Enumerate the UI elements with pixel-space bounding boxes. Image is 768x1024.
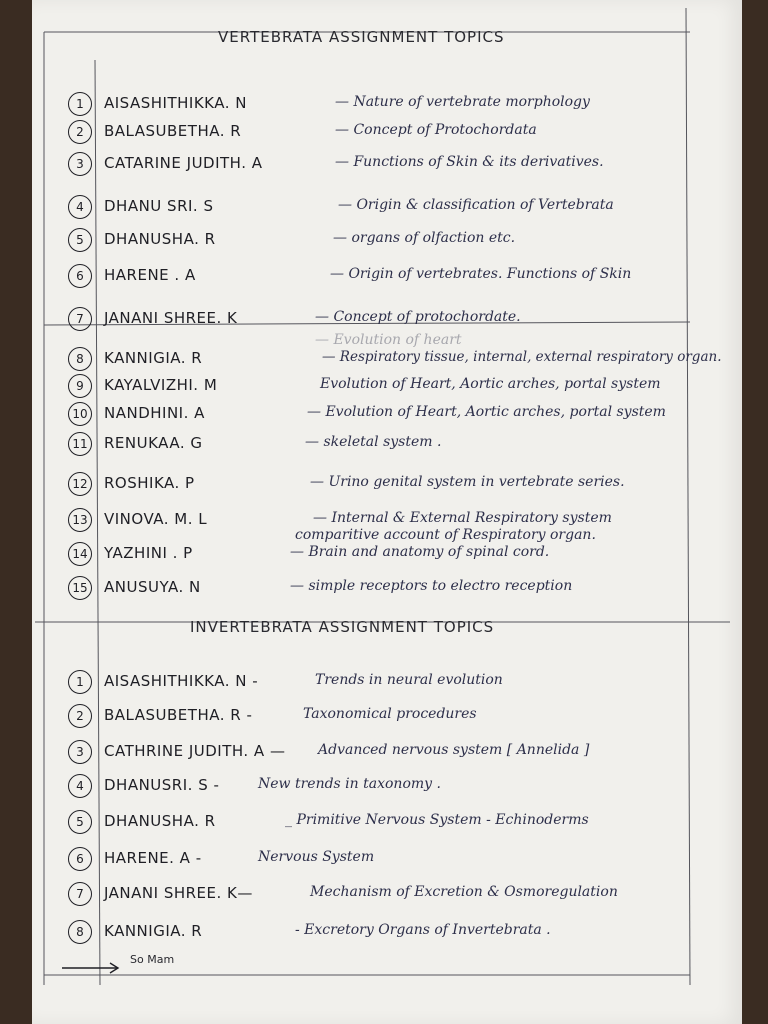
invertebrata-topic: Advanced nervous system [ Annelida ]: [318, 742, 590, 758]
vertebrata-student-name: ROSHIKA. P: [104, 474, 195, 492]
vertebrata-row: [0, 345, 768, 375]
vertebrata-row: [0, 372, 768, 402]
vertebrata-row: [0, 118, 768, 148]
vertebrata-row: [0, 574, 768, 604]
invertebrata-student-name: KANNIGIA. R: [104, 922, 203, 940]
vertebrata-row-number: 4: [68, 195, 92, 219]
vertebrata-row: [0, 262, 768, 292]
invertebrata-row: [0, 772, 768, 802]
vertebrata-topic: — Concept of protochordate.: [315, 309, 521, 325]
footnote: So Mam: [130, 953, 175, 966]
invertebrata-row-number: 3: [68, 740, 92, 764]
invertebrata-student-name: HARENE. A -: [104, 849, 202, 867]
vertebrata-row-number: 5: [68, 228, 92, 252]
invertebrata-topic: Nervous System: [258, 849, 375, 865]
vertebrata-student-name: BALASUBETHA. R: [104, 122, 242, 140]
invertebrata-topic: Mechanism of Excretion & Osmoregulation: [310, 884, 618, 900]
invertebrata-student-name: DHANUSHA. R: [104, 812, 216, 830]
vertebrata-row-number: 7: [68, 307, 92, 331]
invertebrata-topic: - Excretory Organs of Invertebrata .: [295, 922, 551, 938]
vertebrata-topic: — Origin & classification of Vertebrata: [338, 197, 614, 213]
vertebrata-topic: — Brain and anatomy of spinal cord.: [290, 544, 550, 560]
vertebrata-topic: — Functions of Skin & its derivatives.: [335, 154, 604, 170]
invertebrata-student-name: DHANUSRI. S -: [104, 776, 220, 794]
vertebrata-row-number: 1: [68, 92, 92, 116]
vertebrata-topic: — Nature of vertebrate morphology: [335, 94, 590, 110]
vertebrata-topic: — Evolution of heart: [315, 332, 462, 348]
invertebrata-student-name: CATHRINE JUDITH. A —: [104, 742, 286, 760]
vertebrata-row-number: 13: [68, 508, 92, 532]
vertebrata-row-number: 10: [68, 402, 92, 426]
vertebrata-topic: — skeletal system .: [305, 434, 442, 450]
vertebrata-row: [0, 430, 768, 460]
vertebrata-topic: — Evolution of Heart, Aortic arches, portal system: [307, 404, 666, 420]
vertebrata-student-name: DHANU SRI. S: [104, 197, 214, 215]
vertebrata-row-number: 6: [68, 264, 92, 288]
invertebrata-topic: _ Primitive Nervous System - Echinoderms: [285, 812, 589, 828]
vertebrata-student-name: JANANI SHREE. K: [104, 309, 238, 327]
invertebrata-row-number: 6: [68, 847, 92, 871]
vertebrata-row: [0, 400, 768, 430]
invertebrata-topic: New trends in taxonomy .: [258, 776, 441, 792]
vertebrata-student-name: DHANUSHA. R: [104, 230, 216, 248]
invertebrata-row: [0, 808, 768, 838]
vertebrata-row-number: 11: [68, 432, 92, 456]
vertebrata-student-name: RENUKAA. G: [104, 434, 203, 452]
vertebrata-student-name: YAZHINI . P: [104, 544, 193, 562]
vertebrata-title: VERTEBRATA ASSIGNMENT TOPICS: [218, 28, 505, 46]
vertebrata-row-number: 9: [68, 374, 92, 398]
invertebrata-row-number: 7: [68, 882, 92, 906]
invertebrata-row: [0, 668, 768, 698]
invertebrata-row: [0, 880, 768, 910]
invertebrata-row-number: 2: [68, 704, 92, 728]
vertebrata-row-number: 15: [68, 576, 92, 600]
vertebrata-row: [0, 226, 768, 256]
invertebrata-row-number: 5: [68, 810, 92, 834]
invertebrata-row-number: 8: [68, 920, 92, 944]
vertebrata-row: [0, 150, 768, 180]
vertebrata-topic: — Urino genital system in vertebrate series.: [310, 474, 625, 490]
invertebrata-row: [0, 738, 768, 768]
vertebrata-topic: Evolution of Heart, Aortic arches, portal system: [320, 376, 661, 392]
vertebrata-row: [0, 193, 768, 223]
vertebrata-row-number: 14: [68, 542, 92, 566]
invertebrata-title: INVERTEBRATA ASSIGNMENT TOPICS: [190, 618, 495, 636]
vertebrata-row-number: 2: [68, 120, 92, 144]
vertebrata-row: [0, 540, 768, 570]
vertebrata-row: [0, 90, 768, 120]
vertebrata-row-number: 8: [68, 347, 92, 371]
vertebrata-row-number: 12: [68, 472, 92, 496]
footnote-arrow: [62, 963, 118, 973]
invertebrata-student-name: JANANI SHREE. K—: [104, 884, 253, 902]
vertebrata-topic: — organs of olfaction etc.: [333, 230, 516, 246]
invertebrata-row-number: 4: [68, 774, 92, 798]
vertebrata-student-name: NANDHINI. A: [104, 404, 205, 422]
vertebrata-student-name: CATARINE JUDITH. A: [104, 154, 263, 172]
invertebrata-student-name: BALASUBETHA. R -: [104, 706, 253, 724]
vertebrata-row: [0, 470, 768, 500]
vertebrata-row-number: 3: [68, 152, 92, 176]
vertebrata-topic: — Concept of Protochordata: [335, 122, 537, 138]
vertebrata-student-name: KANNIGIA. R: [104, 349, 203, 367]
vertebrata-student-name: HARENE . A: [104, 266, 196, 284]
vertebrata-topic: — Respiratory tissue, internal, external respiratory organ.: [322, 349, 722, 365]
vertebrata-topic: — Origin of vertebrates. Functions of Skin: [330, 266, 632, 282]
vertebrata-topic: — simple receptors to electro reception: [290, 578, 573, 594]
invertebrata-row: [0, 918, 768, 948]
invertebrata-row: [0, 702, 768, 732]
invertebrata-row-number: 1: [68, 670, 92, 694]
vertebrata-topic: — Internal & External Respiratory system: [313, 510, 612, 526]
vertebrata-student-name: VINOVA. M. L: [104, 510, 208, 528]
invertebrata-row: [0, 845, 768, 875]
vertebrata-student-name: AISASHITHIKKA. N: [104, 94, 247, 112]
vertebrata-student-name: ANUSUYA. N: [104, 578, 201, 596]
invertebrata-topic: Taxonomical procedures: [303, 706, 477, 722]
invertebrata-student-name: AISASHITHIKKA. N -: [104, 672, 259, 690]
vertebrata-student-name: KAYALVIZHI. M: [104, 376, 218, 394]
vertebrata-topic: comparitive account of Respiratory organ.: [295, 527, 596, 543]
invertebrata-topic: Trends in neural evolution: [315, 672, 503, 688]
